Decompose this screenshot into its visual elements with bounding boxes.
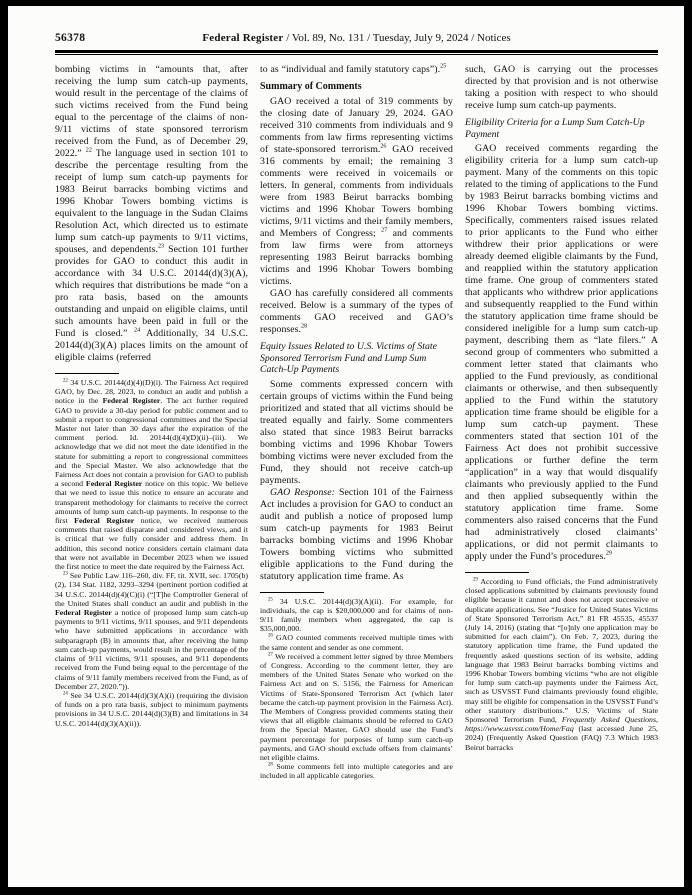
masthead-title: Federal Register [202, 32, 284, 44]
text-run: Federal Register [74, 516, 135, 526]
body-paragraph [260, 96, 453, 288]
text-run: Summary of Comments [260, 81, 362, 92]
text-run: See 34 U.S.C. 20144(d)(3)(A)(i) (requiring the division of funds on a pro rata basis, subject to minimum payments provisions in 34 U.S.C. 20144(d)(3)(B) and limitations in 34 U.S.C. 20144(d)(3)(A)(ii)). [55, 690, 248, 728]
heading-eligibility-criteria [465, 117, 658, 140]
footnote-22 [55, 378, 248, 571]
footnote-27 [260, 652, 453, 762]
text-run: GAO received comments regarding the eligibility criteria for a lump sum catch-up payment. Many of the comments on this topic related to the timing of applications to the Fund by 1983 Beirut barracks bombing victims and 1996 Khobar Towers bombing victims. Specifically, commenters raised issues related to prior applicants to the Fund who either withdrew their prior applications or were already deemed eligible claimants by the Fund, and reapplied within the statutory application time frame. One group of commenters stated that applicants who withdrew prior applications and subsequently reapplied to the Fund within the statutory application time frame should be considered ineligible for a lump sum catch-up payment, describing them as “late filers.” A second group of commenters who submitted a comment letter stated that claimants who applied to the Fund previously, as conditional claimants or otherwise, and then subsequently applied to the Fund within the statutory application time frame should be eligible for a lump sum catch-up payment. These commenters stated that section 101 of the Fairness Act does not prohibit successive applications or further define the term “application” in a way that would disqualify claimants who previously applied to the Fund and then applied subsequently within the statutory application time frame. Some commenters also raised concerns that the Fund had administratively closed claimants’ applications, or did not permit claimants to apply under the Fund’s procedures. [465, 143, 658, 562]
text-column-2 [260, 64, 453, 781]
footnote-29 [465, 577, 658, 752]
heading-summary-of-comments [260, 81, 453, 93]
heading-equity-issues [260, 341, 453, 376]
text-run: Some comments expressed concern with certain groups of victims within the Fund being prioritized and stated that all victims should be treated equally and fairly. Some commenters also stated that since 1983 Beirut barracks bombing victims and 1996 Khobar Towers bombing victims were never excluded from the Fund, they should not receive catch-up payments. [260, 378, 453, 486]
text-run: Some comments fell into multiple categories and are included in all applicable categories. [260, 762, 453, 781]
footnote-separator [55, 373, 119, 374]
text-run: Federal Register [102, 396, 161, 406]
text-run: Section 101 further provides for GAO to conduct this audit in accordance with 34 U.S.C. 20144(d)(3)(A), which requires that distributions be made “on a pro rata basis, based on the amounts outstanding and unpaid on eligible claims, until such amounts have been paid in full or the Fund is closed.” [55, 244, 249, 339]
text-run: According to Fund officials, the Fund administratively closed applications submitted by claimants previously found eligible because it cannot and does not accept successive or duplicate applications. See “Justice for United States Victims of State Sponsored Terrorism Act,” 81 FR 45535, 45537 (July 14, 2016) (stating that “[o]nly one application may be submitted for each claim”). On Feb. 7, 2023, during the statutory application time frame, the Fund updated the frequently asked questions section of its website, adding language that 1983 Beirut barracks bombing victims and 1996 Khobar Towers bombing victims “who are not eligible for lump sum catch-up payments under the Fairness Act, such as USVSST Fund claimants previously found eligible, may still be eligible for compensation in the USVSST Fund’s other statutory distributions.” U.S. Victims of State Sponsored Terrorism Fund, [465, 577, 658, 725]
column-layout [55, 64, 658, 781]
text-run: notice, we received numerous comments that raised disparate and considered views, and it is critical that we fully consider and address them. In addition, this second notice considers certain claimant data that were not available in December 2023 when we issued the first notice to meet the date required by the Fairness Act. [55, 516, 248, 572]
text-run: 34 U.S.C. 20144(d)(3)(A)(ii). For example, for individuals, the cap is $20,000,000 and for claims of non-9/11 family members when aggregated, the cap is $35,000,000. [260, 596, 453, 634]
text-run: GAO has carefully considered all comments received. Below is a summary of the types of comments GAO received and GAO’s responses. [260, 288, 453, 335]
document-page [8, 6, 684, 887]
body-paragraph [260, 487, 453, 583]
text-run: and comments from law firms were from attorneys representing 1983 Beirut barracks bombing victims and 1996 Khobar Towers bombing victims. [260, 228, 454, 287]
text-run: a notice of proposed lump sum catch-up payments to 9/11 victims, 9/11 spouses, and 9/11 dependents who have submitted applications in accordance with subparagraph (B) in amounts that, after receiving the lump sum catch-up payments, would result in the percentage of the claims of 9/11 victims, 9/11 spouses, and 9/11 dependents received from the Fund being equal to the percentage of the claims of 9/11 family members received from the Fund, as of December 27, 2020.”)). [55, 608, 248, 691]
text-run: Section 101 of the Fairness Act includes a provision for GAO to conduct an audit and publish a notice of proposed lump sum catch-up payments for 1983 Beirut barracks bombing victims and 1996 Khobar Towers bombing victims who submitted eligible applications to the Fund during the statutory application time frame. As [260, 486, 453, 582]
body-paragraph [55, 64, 248, 364]
text-run: Equity Issues Related to U.S. Victims of State Sponsored Terrorism Fund and Lump Sum Catch-Up Payments [260, 341, 437, 375]
text-run: GAO counted comments received multiple times with the same content and sender as one comment. [260, 633, 453, 652]
footnote-reference: 27 [381, 227, 388, 234]
text-run: Federal Register [55, 608, 112, 618]
text-run: 34 U.S.C. 20144(d)(4)(D)(i). The Fairness Act required GAO, by Dec. 28, 2023, to conduct an audit and publish a notice in the [55, 378, 248, 406]
text-run: bombing victims in “amounts that, after receiving the lump sum catch-up payments, would result in the percentage of the claims of such victims received from the Fund being equal to the percentage of the claims of non-9/11 victims of state sponsored terrorism received from the Fund, as of December 29, 2022.” [55, 64, 248, 159]
footnote-reference: 29 [473, 577, 478, 583]
footnote-reference: 28 [268, 762, 273, 768]
masthead-issue-info: / Vol. 89, No. 131 / Tuesday, July 9, 2024 / Notices [283, 32, 511, 44]
text-run: See Public Law 116–260, div. FF, tit. XVII, sec. 1705(b)(2), 134 Stat. 1182, 3293–3294 (pertinent portion codified at 34 U.S.C. 20144(d)(4)(C)(i) (“[T]he Comptroller General of the United States shall conduct an audit and publish in the [55, 571, 248, 608]
footnote-24 [55, 691, 248, 728]
body-paragraph [260, 379, 453, 487]
footnote-reference: 22 [63, 378, 68, 384]
text-run: . The act further required GAO to provide a 30-day period for public comment and to submit a report to congressional committees and the Special Master not later than 30 days after the expiration of the comment period. Id. 20144(d)(4)(D)(ii)–(iii). We acknowledge that we did not meet the date identified in the statute for submitting a report to congressional committees and the Special Master. We also acknowledge that the Fairness Act does not contain a provision for GAO to publish a second [55, 396, 248, 489]
text-run: Federal Register [85, 479, 143, 489]
text-run: notice on this topic. We believe that we need to issue this notice to ensure an accurate and transparent methodology for claimants to receive the correct amounts of lump sum catch-up payments. In response to the first [55, 479, 248, 526]
footnote-reference: 29 [605, 550, 612, 557]
footnote-reference: 24 [134, 327, 141, 334]
text-run: GAO Response: [270, 486, 339, 498]
text-run: to as “individual and family statutory caps”). [260, 64, 441, 75]
footnote-28 [260, 762, 453, 780]
text-run: We received a comment letter signed by three Members of Congress. According to the comment letter, they are members of the United States Senate who worked on the Fairness Act and on S. 5156, the Fairness for American Victims of State-Sponsored Terrorism Act (which later became the catch-up payment provision in the Fairness Act). The Members of Congress provided comments stating their views that all eligible claimants should be referred to GAO from the Special Master, GAO should use the Fund’s payment percentage for purposes of lump sum catch-up payments, and GAO should exclude offsets from claimants’ net eligible claims. [260, 651, 453, 762]
body-paragraph [260, 288, 453, 336]
header-rule-thin [55, 54, 658, 55]
footnote-reference: 24 [63, 691, 68, 697]
footnote-reference: 23 [63, 571, 68, 577]
text-run: Frequently Asked Questions, https://www.usvsst.com/Home/Faq [465, 715, 658, 734]
text-column-1 [55, 64, 248, 781]
footnote-reference: 27 [268, 652, 273, 658]
header-rule-thick [55, 50, 658, 53]
footnote-23 [55, 571, 248, 691]
footnote-separator [465, 572, 529, 573]
text-run: The language used in section 101 to describe the percentage resulting from the receipt of lump sum catch-up payments for 1983 Beirut barracks bombing victims and 1996 Khobar Towers bombing victims is equivalent to the language in the Sudan Claims Resolution Act, which directed us to estimate lump sum catch-up payments to 9/11 victims, spouses, and dependents. [55, 148, 248, 255]
body-paragraph [465, 64, 658, 112]
footnote-reference: 25 [440, 63, 447, 70]
footnote-reference: 26 [268, 633, 273, 639]
text-run: (last accessed June 25, 2024) (Frequently Asked Question (FAQ) 7.3 Which 1983 Beirut barracks [465, 724, 658, 752]
body-paragraph [260, 64, 453, 76]
footnote-reference: 25 [268, 596, 273, 602]
footnote-reference: 26 [380, 143, 387, 150]
text-run: GAO received 316 comments by email; the remaining 3 comments were received in voicemails or letters. In general, comments from individuals were from 1983 Beirut barracks bombing victims and 1996 Khobar Towers bombing victims, 9/11 victims and their family members, and Members of Congress; [260, 144, 453, 239]
text-column-3 [465, 64, 658, 781]
footnote-25 [260, 597, 453, 634]
footnote-reference: 22 [85, 147, 92, 154]
header-rule [55, 50, 658, 55]
text-run: GAO received a total of 319 comments by the closing date of January 29, 2024. GAO received 310 comments from individuals and 9 comments from law firms representing victims of state-sponsored terrorism. [260, 96, 453, 155]
footnote-reference: 28 [301, 323, 308, 330]
masthead [55, 32, 658, 44]
text-run: such, GAO is carrying out the processes directed by that provision and is not otherwise taking a position with respect to who should receive lump sum catch-up payments. [465, 64, 658, 111]
footnote-reference: 23 [157, 243, 165, 250]
text-run: Eligibility Criteria for a Lump Sum Catch-Up Payment [465, 117, 645, 140]
body-paragraph [465, 143, 658, 563]
page-header [55, 32, 658, 47]
page-number: 56378 [55, 32, 86, 44]
footnote-separator [260, 592, 324, 593]
text-run: Additionally, 34 U.S.C. 20144(d)(3)(A) places limits on the amount of eligible claims (referred [55, 328, 248, 363]
footnote-26 [260, 633, 453, 651]
